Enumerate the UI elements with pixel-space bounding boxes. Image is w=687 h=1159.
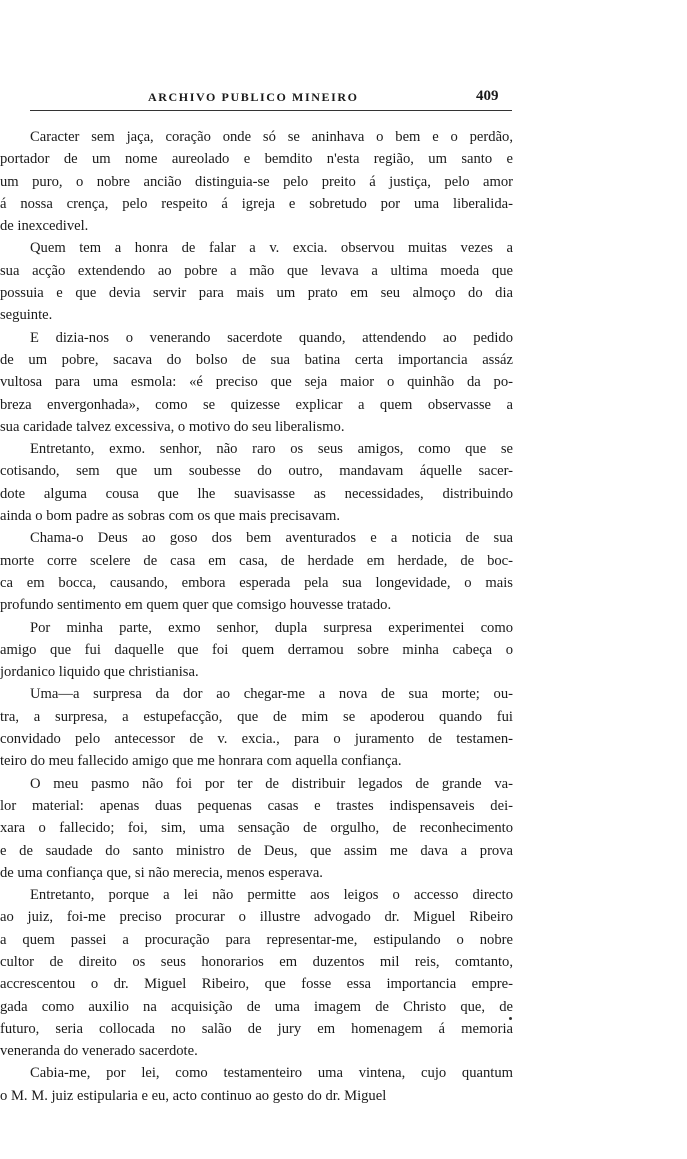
text-line: de uma confiança que, si não merecia, menos esperava. xyxy=(0,864,323,881)
text-line: a quem passei a procuração para representar-me, estipulando o nobre xyxy=(0,931,513,948)
text-line: Entretanto, porque a lei não permitte aos leigos o accesso directo xyxy=(30,887,513,904)
text-line: amigo que fui daquelle que foi quem derramou sobre minha cabeça o xyxy=(0,641,513,658)
text-line: futuro, seria collocada no salão de jury em homenagem á memoria xyxy=(0,1020,513,1037)
page-number: 409 xyxy=(476,88,499,104)
header-rule xyxy=(30,110,512,111)
text-line: ainda o bom padre as sobras com os que mais precisavam. xyxy=(0,508,341,525)
text-line: seguinte. xyxy=(0,307,53,324)
text-line: cotisando, sem que um soubesse do outro, mandavam áquelle sacer- xyxy=(0,463,513,480)
paragraph xyxy=(0,683,513,772)
paragraph xyxy=(0,1062,513,1107)
text-line: e de saudade do santo ministro de Deus, que assim me dava a prova xyxy=(0,842,513,859)
text-line: vultosa para uma esmola: «é preciso que seja maior o quinhão da po- xyxy=(0,374,513,391)
text-line: Caracter sem jaça, coração onde só se aninhava o bem e o perdão, xyxy=(30,129,513,145)
text-line: ao juiz, foi-me preciso procurar o illustre advogado dr. Miguel Ribeiro xyxy=(0,909,513,926)
text-line: Cabia-me, por lei, como testamenteiro uma vintena, cujo quantum xyxy=(30,1065,513,1082)
text-line: morte corre scelere de casa em casa, de herdade em herdade, de boc- xyxy=(0,552,513,569)
paragraph xyxy=(0,126,513,237)
paragraph xyxy=(0,327,513,438)
text-line: Entretanto, exmo. senhor, não raro os seus amigos, como que se xyxy=(30,441,513,458)
text-line: xara o fallecido; foi, sim, uma sensação de orgulho, de reconhecimento xyxy=(0,820,513,837)
paragraph xyxy=(0,237,513,326)
text-line: de inexcedivel. xyxy=(0,218,89,235)
paragraph xyxy=(0,617,513,684)
text-line: convidado pelo antecessor de v. excia., para o juramento de testamen- xyxy=(0,731,513,748)
text-line: ca em bocca, causando, embora esperada pela sua longevidade, o mais xyxy=(0,574,513,591)
text-line: á nossa crença, pelo respeito á igreja e sobretudo por uma liberalida- xyxy=(0,195,513,212)
text-line: Uma—a surpresa da dor ao chegar-me a nova de sua morte; ou- xyxy=(30,686,513,703)
page-header xyxy=(0,88,687,110)
text-line: dote alguma cousa que lhe suavisasse as necessidades, distribuindo xyxy=(0,485,513,502)
paragraph xyxy=(0,884,513,1062)
text-line: E dizia-nos o venerando sacerdote quando, attendendo ao pedido xyxy=(30,329,513,346)
text-line: Por minha parte, exmo senhor, dupla surpresa experimentei como xyxy=(30,619,513,636)
text-line: possuia e que devia servir para mais um prato em seu almoço do dia xyxy=(0,285,513,302)
body-text xyxy=(0,126,513,1107)
paragraph xyxy=(0,773,513,884)
text-line: portador de um nome aureolado e bemdito n'esta região, um santo e xyxy=(0,151,513,168)
stray-mark xyxy=(509,1017,512,1020)
text-line: O meu pasmo não foi por ter de distribuir legados de grande va- xyxy=(30,775,513,792)
text-line: um puro, o nobre ancião distinguia-se pelo preito á justiça, pelo amor xyxy=(0,173,513,190)
running-title: ARCHIVO PUBLICO MINEIRO xyxy=(148,90,359,104)
text-line: veneranda do venerado sacerdote. xyxy=(0,1043,198,1060)
text-line: Quem tem a honra de falar a v. excia. observou muitas vezes a xyxy=(30,240,513,257)
text-line: Chama-o Deus ao goso dos bem aventurados e a noticia de sua xyxy=(30,530,513,547)
text-line: gada como auxilio na acquisição de uma imagem de Christo que, de xyxy=(0,998,513,1015)
text-line: jordanico liquido que christianisa. xyxy=(0,664,199,681)
text-line: lor material: apenas duas pequenas casas e trastes indispensaveis dei- xyxy=(0,797,513,814)
text-line: profundo sentimento em quem quer que comsigo houvesse tratado. xyxy=(0,597,392,614)
text-line: sua caridade talvez excessiva, o motivo do seu liberalismo. xyxy=(0,418,345,435)
text-line: sua acção extendendo ao pobre a mão que levava a ultima moeda que xyxy=(0,262,513,279)
text-line: breza envergonhada», como se quizesse explicar a quem observasse a xyxy=(0,396,513,413)
text-line: tra, a surpresa, a estupefacção, que de mim se apoderou quando fui xyxy=(0,708,513,725)
text-line: accrescentou o dr. Miguel Ribeiro, que fosse essa importancia empre- xyxy=(0,976,513,993)
text-line: o M. M. juiz estipularia e eu, acto continuo ao gesto do dr. Miguel xyxy=(0,1087,387,1104)
text-line: de um pobre, sacava do bolso de sua batina certa importancia assáz xyxy=(0,351,513,368)
paragraph xyxy=(0,527,513,616)
text-line: cultor de direito os seus honorarios em duzentos mil reis, comtanto, xyxy=(0,953,513,970)
text-line: teiro do meu fallecido amigo que me honrara com aquella confiança. xyxy=(0,753,402,770)
paragraph xyxy=(0,438,513,527)
